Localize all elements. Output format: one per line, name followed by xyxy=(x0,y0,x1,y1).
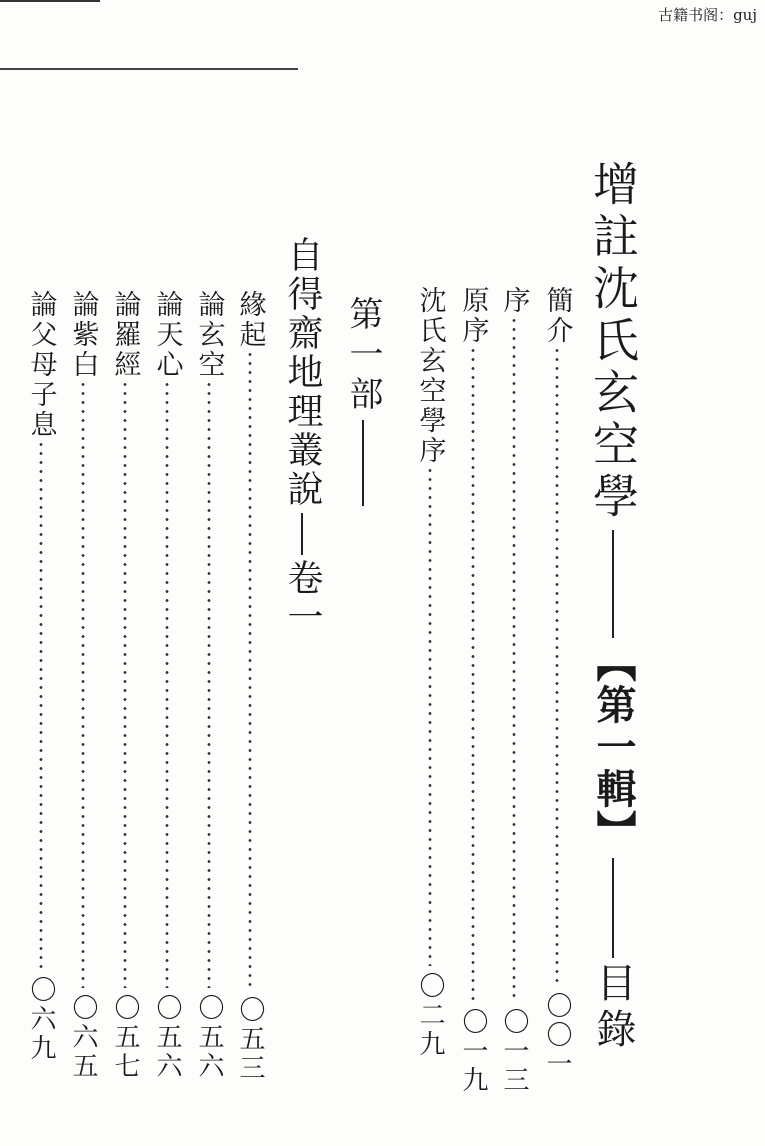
section-title: 自得齋地理叢說 xyxy=(282,236,323,509)
leader-dots xyxy=(123,380,127,988)
toc-entry-page: 〇二九 xyxy=(415,972,445,1059)
section-volume: 卷一 xyxy=(282,559,323,637)
toc-entry[interactable] xyxy=(147,290,187,1081)
toc-entry[interactable] xyxy=(537,286,577,1079)
leader-dots xyxy=(512,316,516,1002)
toc-entry-title: 緣起 xyxy=(234,290,266,350)
leader-dots xyxy=(39,440,43,970)
leader-dots xyxy=(81,380,85,988)
toc-entry-page: 〇五三 xyxy=(235,996,265,1083)
toc-entry-page: 〇五七 xyxy=(110,994,140,1081)
toc-entry[interactable] xyxy=(21,290,61,1063)
toc-entry-title: 序 xyxy=(498,286,530,316)
watermark: 古籍书阁：guj xyxy=(658,6,757,24)
leader-dots xyxy=(248,350,252,990)
toc-entry[interactable] xyxy=(105,290,145,1081)
book-title: 增註沈氏玄空學 xyxy=(586,160,640,524)
toc-entry-page: 〇五六 xyxy=(194,994,224,1081)
part-rule xyxy=(362,420,364,506)
toc-entry[interactable] xyxy=(189,290,229,1081)
volume-rule xyxy=(612,858,614,958)
top-rule xyxy=(0,68,298,70)
toc-entry-page: 〇一九 xyxy=(458,1008,488,1095)
leader-dots xyxy=(428,466,432,966)
toc-entry-title: 論父母子息 xyxy=(25,290,57,440)
section-rule xyxy=(301,513,303,555)
toc-entry[interactable] xyxy=(63,290,103,1081)
toc-entry-title: 沈氏玄空學序 xyxy=(414,286,446,466)
volume-label: 【第一輯】 xyxy=(590,642,637,852)
leader-dots xyxy=(555,346,559,986)
leader-dots xyxy=(165,380,169,988)
toc-entry-page: 〇〇一 xyxy=(542,992,572,1079)
toc-entry-title: 原序 xyxy=(457,286,489,346)
part-heading: 第一部 xyxy=(343,296,383,416)
toc-entry-title: 簡介 xyxy=(541,286,573,346)
toc-entry[interactable] xyxy=(453,286,493,1095)
toc-entry[interactable] xyxy=(494,286,534,1095)
toc-entry-page: 〇五六 xyxy=(152,994,182,1081)
toc-entry-page: 〇六五 xyxy=(68,994,98,1081)
toc-entry[interactable] xyxy=(410,286,450,1059)
book-title-column xyxy=(585,160,641,1054)
section-heading-column xyxy=(274,236,330,637)
part-heading-column xyxy=(338,296,388,506)
toc-entry-title: 論玄空 xyxy=(193,290,225,380)
toc-entry-title: 論羅經 xyxy=(109,290,141,380)
title-rule xyxy=(612,530,614,638)
top-rule-left xyxy=(0,0,100,2)
contents-heading: 目錄 xyxy=(590,962,636,1054)
toc-entry[interactable] xyxy=(230,290,270,1083)
toc-entry-title: 論紫白 xyxy=(67,290,99,380)
toc-entry-page: 〇六九 xyxy=(26,976,56,1063)
leader-dots xyxy=(471,346,475,1002)
toc-entry-title: 論天心 xyxy=(151,290,183,380)
leader-dots xyxy=(207,380,211,988)
toc-entry-page: 〇一三 xyxy=(499,1008,529,1095)
